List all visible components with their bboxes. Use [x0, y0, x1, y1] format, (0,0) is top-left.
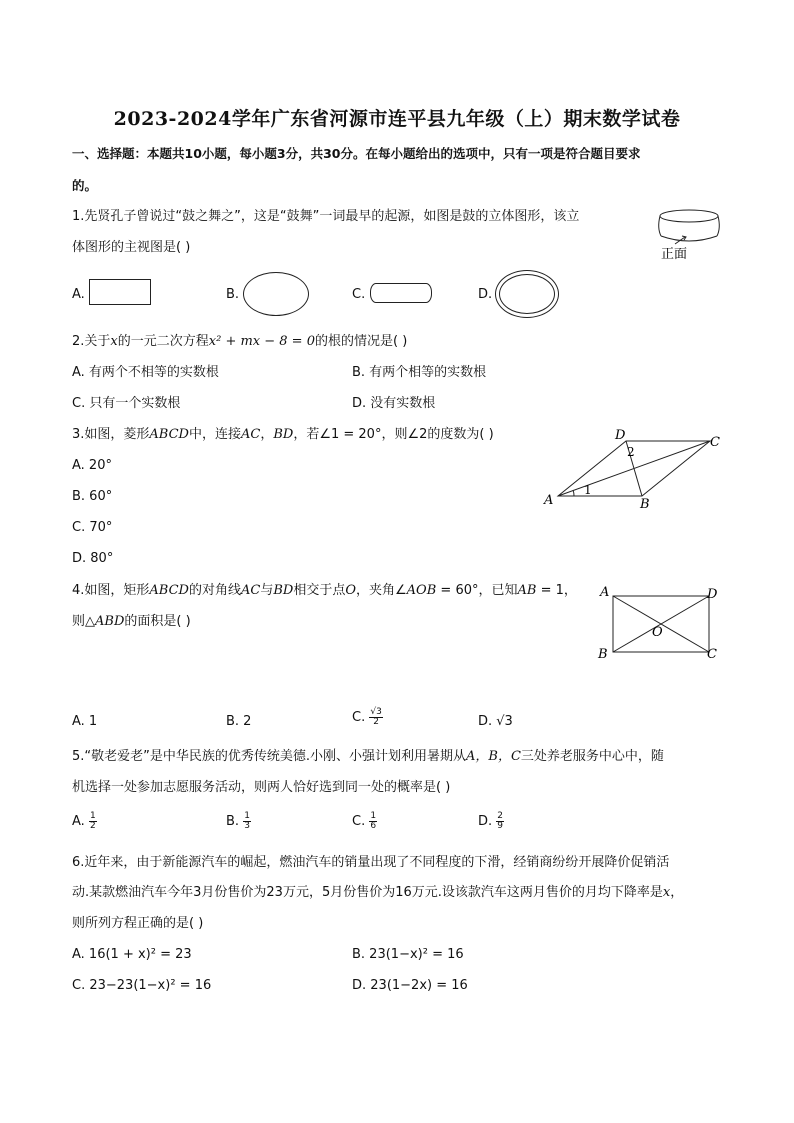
q3-ac: AC — [240, 427, 261, 442]
q1-option-d-label: D. — [478, 287, 493, 302]
q4-option-c — [352, 708, 383, 728]
q4-option-b: B. 2 — [226, 714, 252, 729]
q4-text-f: = 60°，已知 — [436, 583, 518, 598]
q1-option-a-rectangle — [89, 279, 151, 305]
q4-point-o: O — [652, 625, 663, 640]
q3-option-b: B. 60° — [72, 489, 113, 504]
q5-option-c-den: 6 — [370, 821, 377, 831]
q4-text-d: 相交于点 — [293, 583, 346, 598]
page-title: 2023-2024学年广东省河源市连平县九年级（上）期末数学试卷 — [113, 108, 681, 130]
q1-text-line2: 体图形的主视图是( ) — [72, 240, 191, 255]
q4-text-b: 的对角线 — [188, 583, 241, 598]
q4-vertex-c: C — [707, 647, 717, 662]
q5-option-d — [478, 812, 504, 832]
q5-text-line2: 机选择一处参加志愿服务活动，则两人恰好选到同一处的概率是( ) — [72, 780, 451, 795]
q5-option-b-label: B. — [226, 814, 240, 829]
q3-vertex-b: B — [640, 497, 650, 512]
q3-bd: BD — [273, 427, 294, 442]
section-heading-line1: 一、选择题：本题共10小题，每小题3分，共30分。在每小题给出的选项中，只有一项是符合题目要求 — [72, 146, 641, 161]
q5-text-line1 — [72, 747, 664, 767]
q3-vertex-a: A — [544, 493, 554, 508]
q4-option-d: D. √3 — [478, 714, 513, 729]
q3-text — [72, 425, 494, 445]
q6-text-line1: 6.近年来，由于新能源汽车的崛起，燃油汽车的销量出现了不同程度的下滑，经销商纷纷开展降价促销活 — [72, 855, 670, 870]
q4-option-c-label: C. — [352, 710, 366, 725]
q6-line2-a: 动.某款燃油汽车今年3月份售价为23万元，5月份售价为16万元.设该款汽车这两月售价的月均下降率是 — [72, 885, 663, 900]
q3-option-a: A. 20° — [72, 458, 112, 473]
q6-text-line3: 则所列方程正确的是( ) — [72, 916, 204, 931]
q5-option-b-num: 1 — [244, 811, 250, 821]
q4-option-c-denominator: 2 — [373, 717, 379, 727]
q4-text-e: ，夹角∠ — [356, 583, 407, 598]
q3-comma: ， — [260, 427, 274, 442]
q3-text-a: 3.如图，菱形 — [72, 427, 150, 442]
q5-option-a — [72, 812, 97, 832]
q6-option-b: B. 23(1−x)² = 16 — [352, 947, 464, 962]
q4-line2-a: 则△ — [72, 614, 95, 629]
q5-option-a-label: A. — [72, 814, 85, 829]
q3-option-d: D. 80° — [72, 551, 114, 566]
q1-figure-label: 正面 — [661, 247, 688, 262]
q3-angle-2: 2 — [627, 445, 635, 459]
q5-option-c-label: C. — [352, 814, 366, 829]
q5-option-c-num: 1 — [370, 811, 377, 821]
q4-vertex-d: D — [707, 587, 718, 602]
q1-text-line1: 1.先贤孔子曾说过“鼓之舞之”，这是“鼓舞”一词最早的起源，如图是鼓的立体图形，该立 — [72, 209, 580, 224]
q5-option-a-den: 2 — [89, 821, 96, 831]
q1-option-d-inner-ellipse — [499, 274, 555, 314]
q6-text-line2 — [72, 883, 683, 903]
q4-text-c: 与 — [260, 583, 274, 598]
q5-option-b-den: 3 — [244, 821, 250, 831]
q4-vertex-b: B — [598, 647, 608, 662]
q3-option-c: C. 70° — [72, 520, 113, 535]
q2-text — [72, 332, 407, 352]
q3-text-c: ，若∠1 = 20°，则∠2的度数为( ) — [293, 427, 494, 442]
q4-text-a: 4.如图，矩形 — [72, 583, 150, 598]
q2-equation: x² + mx − 8 = 0 — [208, 334, 315, 349]
q2-option-c: C. 只有一个实数根 — [72, 396, 181, 411]
q4-text-line2 — [72, 612, 191, 632]
q1-option-c-rounded-rect — [370, 283, 432, 303]
q5-option-d-den: 9 — [497, 821, 504, 831]
q3-vertex-d: D — [615, 428, 626, 443]
q5-option-b — [226, 812, 251, 832]
q3-angle-1: 1 — [584, 483, 592, 497]
q4-bd: BD — [273, 583, 294, 598]
q1-option-b-ellipse — [243, 272, 309, 316]
q4-o: O — [345, 583, 357, 598]
q3-abcd: ABCD — [149, 427, 189, 442]
q3-vertex-c: C — [710, 435, 720, 450]
q5-vars: A，B，C — [466, 749, 521, 764]
q4-option-c-numerator: √3 — [370, 707, 382, 717]
q5-line1-b: 三处养老服务中心中，随 — [520, 749, 664, 764]
q1-option-b-label: B. — [226, 287, 240, 302]
q4-ab: AB — [517, 583, 537, 598]
q4-ac: AC — [240, 583, 261, 598]
q1-option-c-label: C. — [352, 287, 366, 302]
q2-option-b: B. 有两个相等的实数根 — [352, 365, 487, 380]
q6-option-d: D. 23(1−2x) = 16 — [352, 978, 468, 993]
q3-rhombus-figure — [540, 426, 730, 512]
q2-option-a: A. 有两个不相等的实数根 — [72, 365, 219, 380]
q4-aob: AOB — [406, 583, 437, 598]
q4-line2-b: 的面积是( ) — [124, 614, 191, 629]
q1-option-a-label: A. — [72, 287, 85, 302]
q2-var: x — [110, 334, 118, 349]
q5-option-d-num: 2 — [497, 811, 504, 821]
q4-text-g: = 1， — [536, 583, 577, 598]
q5-option-d-label: D. — [478, 814, 493, 829]
q5-option-c — [352, 812, 377, 832]
q2-prefix: 2.关于 — [72, 334, 111, 349]
q6-line2-var: x — [662, 885, 671, 900]
q2-middle: 的一元二次方程 — [117, 334, 209, 349]
q4-abcd: ABCD — [149, 583, 189, 598]
q6-option-a: A. 16(1 + x)² = 23 — [72, 947, 192, 962]
q2-option-d: D. 没有实数根 — [352, 396, 436, 411]
q4-rectangle-figure — [594, 582, 724, 664]
q3-text-b: 中，连接 — [188, 427, 241, 442]
q4-option-a: A. 1 — [72, 714, 98, 729]
q4-abd: ABD — [95, 614, 125, 629]
section-heading-line2: 的。 — [72, 178, 98, 193]
q6-line2-b: ， — [670, 885, 684, 900]
q5-option-a-num: 1 — [89, 811, 96, 821]
q6-option-c: C. 23−23(1−x)² = 16 — [72, 978, 212, 993]
q4-vertex-a: A — [600, 585, 610, 600]
q1-drum-figure — [655, 204, 727, 262]
q4-text-line1 — [72, 581, 577, 601]
q5-line1-a: 5.“敬老爱老”是中华民族的优秀传统美德.小刚、小强计划利用暑期从 — [72, 749, 467, 764]
q2-suffix: 的根的情况是( ) — [314, 334, 408, 349]
